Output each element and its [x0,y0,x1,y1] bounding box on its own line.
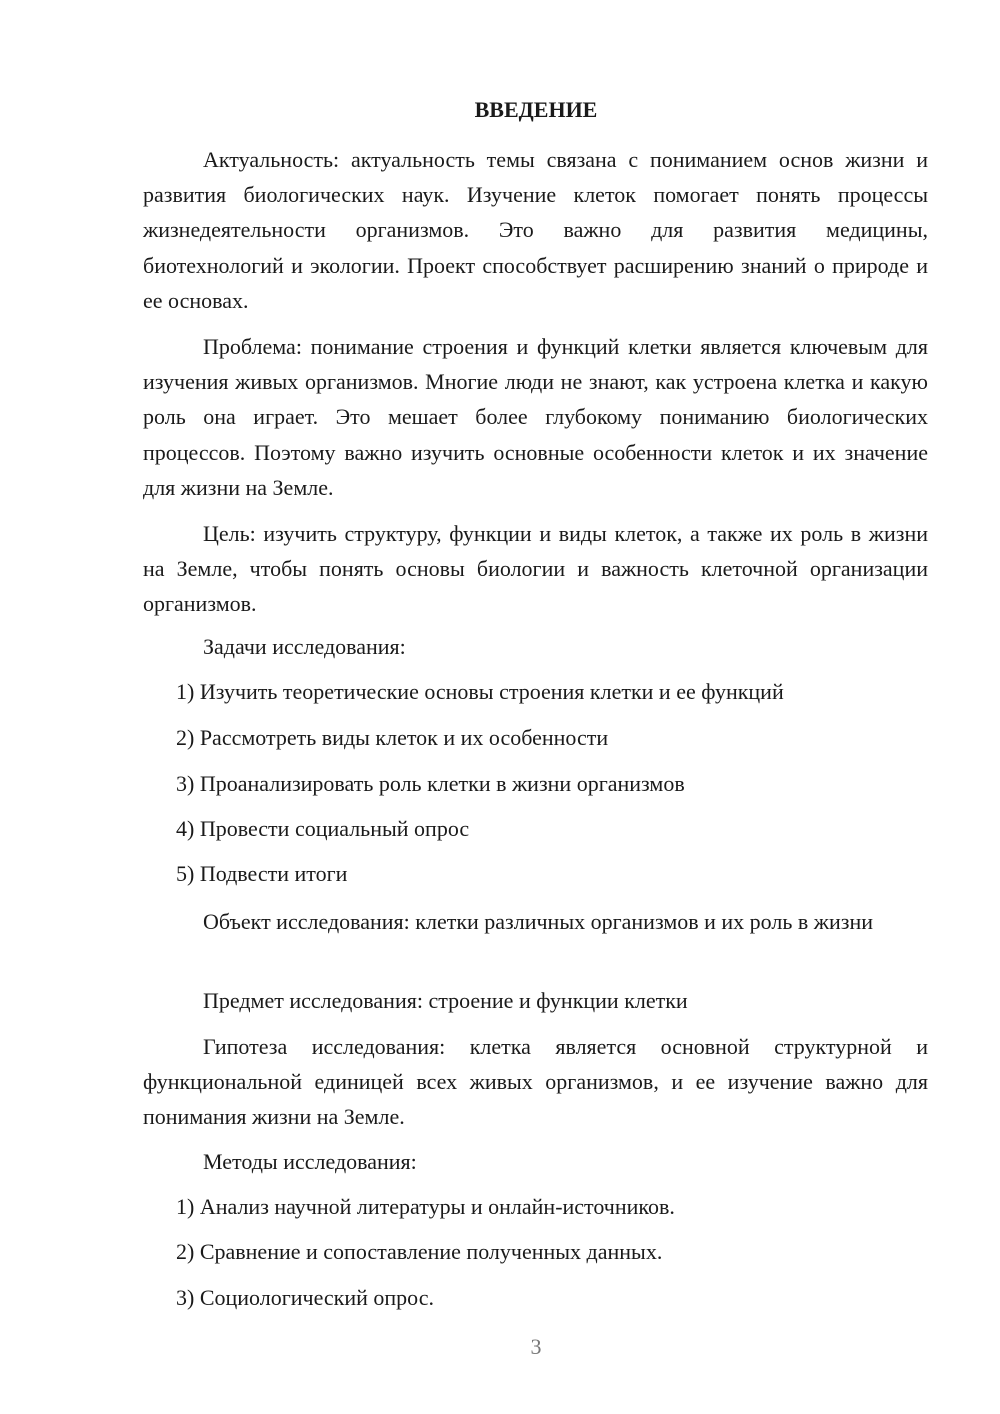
task-item-5: 5) Подвести итоги [176,861,348,886]
tasks-title: Задачи исследования: [203,634,406,659]
paragraph-problem: Проблема: понимание строения и функций клетки является ключевым для изучения живых организмов. Многие люди не знают, как устроена клетка и какую роль она играет. Это мешает более глубокому пониманию биологических процессов. Поэтому важно изучить основные особенности клеток и их значение для жизни на Земле. [143,334,928,500]
page-heading: ВВЕДЕНИЕ [474,97,598,122]
paragraph-goal: Цель: изучить структуру, функции и виды клеток, а также их роль в жизни на Земле, чтобы понять основы биологии и важность клеточной организации организмов. [143,521,928,617]
task-item-4: 4) Провести социальный опрос [176,816,470,841]
page-number: 3 [530,1334,542,1359]
task-item-2: 2) Рассмотреть виды клеток и их особенности [176,725,609,750]
paragraph-relevance: Актуальность: актуальность темы связана с пониманием основ жизни и развития биологических наук. Изучение клеток помогает понять процессы жизнедеятельности организмов. Это важно для развития медицины, биотехнологий и экологии. Проект способствует расширению знаний о природе и ее основах. [143,147,928,313]
task-item-3: 3) Проанализировать роль клетки в жизни организмов [176,771,685,796]
method-item-2: 2) Сравнение и сопоставление полученных данных. [176,1239,663,1264]
task-item-1: 1) Изучить теоретические основы строения клетки и ее функций [176,679,784,704]
paragraph-subject: Предмет исследования: строение и функции клетки [203,988,688,1013]
methods-title: Методы исследования: [203,1149,417,1174]
method-item-3: 3) Социологический опрос. [176,1285,434,1310]
paragraph-object: Объект исследования: клетки различных организмов и их роль в жизни [203,909,874,934]
method-item-1: 1) Анализ научной литературы и онлайн-источников. [176,1194,675,1219]
paragraph-hypothesis: Гипотеза исследования: клетка является основной структурной и функциональной единицей всех живых организмов, и ее изучение важно для понимания жизни на Земле. [143,1034,928,1130]
